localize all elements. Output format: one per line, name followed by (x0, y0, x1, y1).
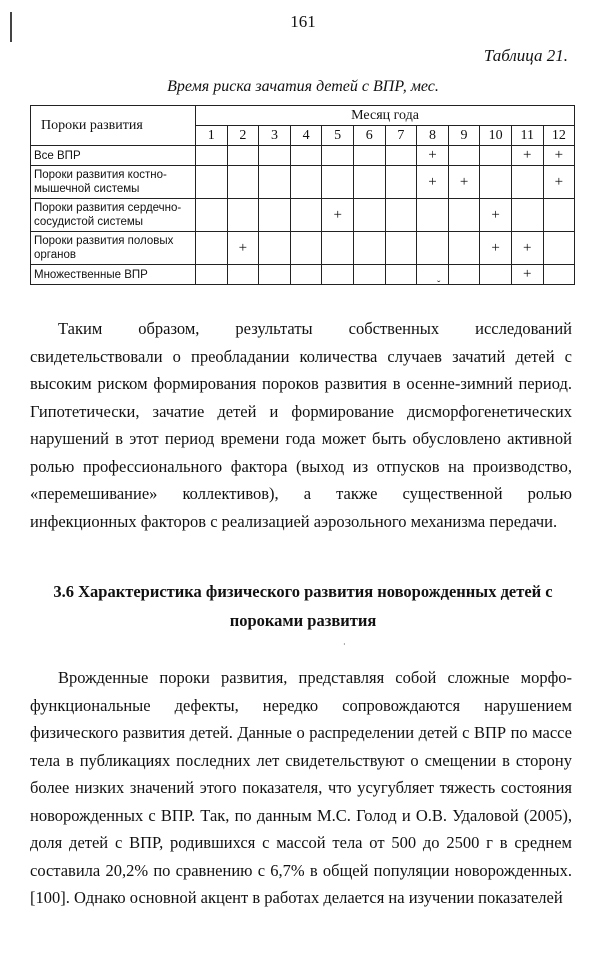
month-cell (511, 199, 543, 232)
month-cell (322, 232, 354, 265)
month-cell (227, 199, 259, 232)
month-cell (227, 146, 259, 166)
month-cell (480, 166, 512, 199)
month-header-cell: 10 (480, 126, 512, 146)
month-cell (448, 146, 480, 166)
month-cell (259, 199, 291, 232)
month-cell (196, 166, 228, 199)
month-cell (322, 265, 354, 285)
month-cell: + (480, 232, 512, 265)
month-cell: + (448, 166, 480, 199)
row-label: Пороки развития половых органов (31, 232, 196, 265)
month-cell (448, 265, 480, 285)
month-cell (196, 265, 228, 285)
month-cell (290, 232, 322, 265)
page-number: 161 (290, 12, 316, 31)
month-cell (511, 166, 543, 199)
paragraph-conclusion (30, 315, 572, 535)
table-label: Таблица 21. (483, 46, 568, 65)
table-caption: Время риска зачатия детей с ВПР, мес. (167, 78, 439, 95)
month-cell (196, 199, 228, 232)
month-cell: + (543, 166, 575, 199)
month-header-cell: 9 (448, 126, 480, 146)
month-header-cell: 6 (353, 126, 385, 146)
month-cell (227, 265, 259, 285)
month-cell: + (417, 146, 449, 166)
month-cell: + (227, 232, 259, 265)
month-cell (353, 166, 385, 199)
month-cell (353, 265, 385, 285)
month-cell (385, 146, 417, 166)
section-heading: 3.6 Характеристика физического развития новорожденных детей с пороками развития (53, 582, 553, 630)
scan-dot-mark: · (343, 640, 346, 649)
row-label: Пороки развития костно-мышечной системы (31, 166, 196, 199)
month-cell (385, 232, 417, 265)
month-cell (417, 265, 449, 285)
month-header-cell: 4 (290, 126, 322, 146)
month-header-cell: 5 (322, 126, 354, 146)
month-header-cell: 12 (543, 126, 575, 146)
month-cell (353, 232, 385, 265)
month-header-cell: 2 (227, 126, 259, 146)
month-header-cell: 7 (385, 126, 417, 146)
month-cell (385, 199, 417, 232)
table-row (31, 232, 575, 265)
month-cell (417, 199, 449, 232)
table-row (31, 199, 575, 232)
month-cell (196, 232, 228, 265)
month-cell (417, 232, 449, 265)
month-cell (290, 146, 322, 166)
month-cell (290, 265, 322, 285)
header-month: Месяц года (196, 106, 575, 126)
month-header-cell: 3 (259, 126, 291, 146)
month-cell (259, 232, 291, 265)
month-cell (290, 166, 322, 199)
month-cell: + (511, 146, 543, 166)
table-row (31, 146, 575, 166)
month-cell (448, 199, 480, 232)
month-header-cell: 1 (196, 126, 228, 146)
paragraph-text: Врожденные пороки развития, представляя собой сложные морфо-функциональные дефекты, нередко сопровождаются нарушением физического развития детей. Данные о распределении детей с ВПР по массе тела в публикациях последних лет свидетельствуют о смещении в сторону более низких значений этого показателя, что усугубляет тяжесть состояния новорожденных с ВПР. Так, по данным М.С. Голод и О.В. Удаловой (2005), доля детей с ВПР, родившихся с массой тела от 500 до 2500 г в среднем составила 20,2% по сравнению с 6,7% в общей популяции новорожденных. [100]. Однако основной акцент в работах делается на изучении показателей (30, 668, 572, 907)
paragraph-text: Таким образом, результаты собственных исследований свидетельствовали о преобладании количества случаев зачатий детей с высоким риском формирования пороков развития в осенне-зимний период. Гипотетически, зачатие детей и формирование дисморфогенетических нарушений в этот период времени года может быть обусловлено активной ролью профессионального фактора (выход из отпусков на производство, «перемешивание» коллективов), а также существенной ролью инфекционных факторов с реализацией аэрозольного механизма передачи. (30, 319, 572, 531)
header-disease: Пороки развития (31, 106, 196, 146)
scan-tick-mark: ˇ (437, 280, 441, 291)
month-header-cell: 11 (511, 126, 543, 146)
month-cell (543, 265, 575, 285)
month-cell (448, 232, 480, 265)
month-cell (259, 166, 291, 199)
month-cell: + (511, 265, 543, 285)
paragraph-physical-development (30, 664, 572, 912)
month-cell (480, 265, 512, 285)
month-cell (196, 146, 228, 166)
month-cell (543, 232, 575, 265)
month-header-cell: 8 (417, 126, 449, 146)
month-cell (227, 166, 259, 199)
month-cell: + (417, 166, 449, 199)
month-cell (480, 146, 512, 166)
month-cell (543, 199, 575, 232)
row-label: Пороки развития сердечно-сосудистой системы (31, 199, 196, 232)
month-cell (353, 199, 385, 232)
month-cell (385, 166, 417, 199)
month-cell (322, 166, 354, 199)
month-cell: + (543, 146, 575, 166)
month-cell (290, 199, 322, 232)
month-cell: + (322, 199, 354, 232)
month-cell (259, 265, 291, 285)
month-cell (385, 265, 417, 285)
month-cell (322, 146, 354, 166)
row-label: Множественные ВПР (31, 265, 196, 285)
table-row (31, 265, 575, 285)
month-cell (259, 146, 291, 166)
month-cell: + (480, 199, 512, 232)
month-cell (353, 146, 385, 166)
row-label: Все ВПР (31, 146, 196, 166)
conception-risk-table (30, 105, 575, 285)
month-cell: + (511, 232, 543, 265)
table-row (31, 166, 575, 199)
